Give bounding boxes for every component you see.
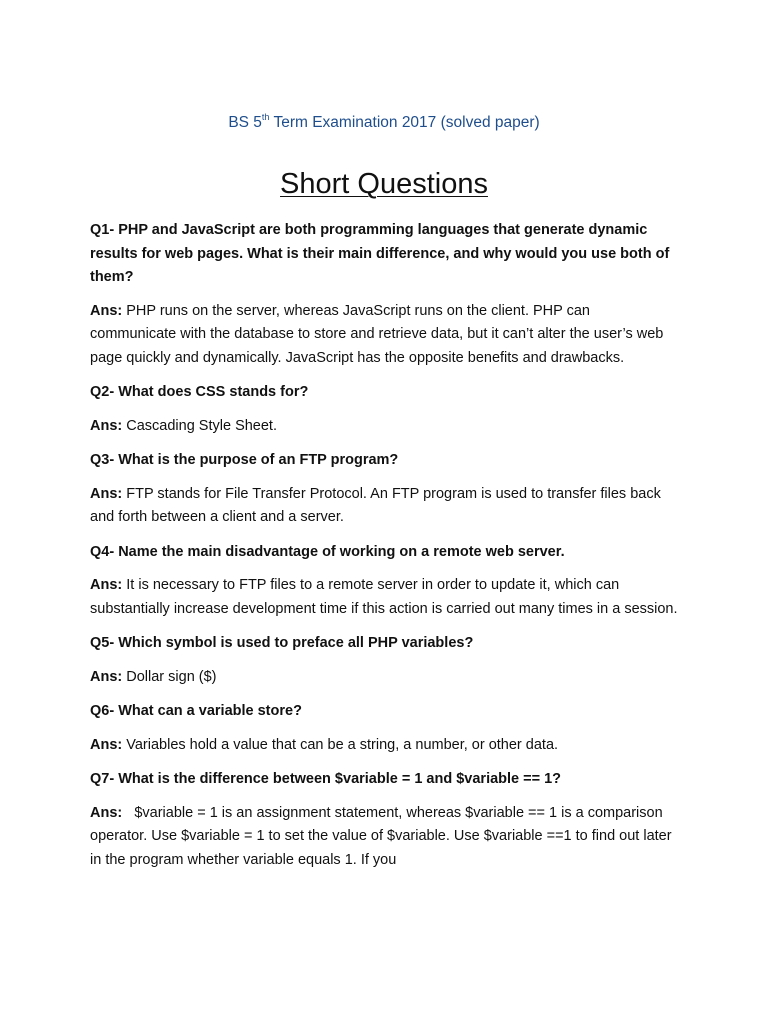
subtitle-superscript: th — [261, 112, 270, 122]
answer-label: Ans: — [90, 485, 123, 502]
exam-subtitle — [0, 112, 768, 132]
answer-label: Ans: — [90, 417, 123, 434]
answer-text: FTP stands for File Transfer Protocol. An FTP program is used to transfer files back and forth between a client and a server. — [90, 485, 661, 525]
answer-text: PHP runs on the server, whereas JavaScript runs on the client. PHP can communicate with the database to store and retrieve data, but it can’t alter the user’s web page quickly and dynamically. JavaScript has the opposite benefits and drawbacks. — [90, 302, 664, 366]
answer-label: Ans: — [90, 577, 123, 593]
question-7: Q7- What is the difference between $variable = 1 and $variable == 1? — [90, 771, 562, 787]
subtitle-suffix: Term Examination 2017 (solved paper) — [269, 114, 540, 131]
subtitle-prefix: BS 5 — [228, 114, 262, 131]
question-3: Q3- What is the purpose of an FTP program? — [90, 452, 399, 468]
answer-text: It is necessary to FTP files to a remote server in order to update it, which can substantially increase development time if this action is carried out many times in a session. — [90, 577, 678, 617]
qa-list — [90, 219, 680, 883]
answer-text: Variables hold a value that can be a string, a number, or other data. — [126, 736, 559, 753]
question-1: Q1- PHP and JavaScript are both programming languages that generate dynamic results for web pages. What is their main difference, and why would you use both of them? — [90, 222, 670, 285]
answer-label: Ans: — [90, 302, 123, 319]
question-5: Q5- Which symbol is used to preface all PHP variables? — [90, 635, 474, 651]
answer-text: Cascading Style Sheet. — [126, 417, 277, 434]
question-4: Q4- Name the main disadvantage of working on a remote web server. — [90, 543, 565, 560]
answer-7 — [90, 802, 680, 873]
question-6: Q6- What can a variable store? — [90, 703, 302, 719]
answer-text: Dollar sign ($) — [126, 668, 217, 685]
answer-3 — [90, 483, 680, 530]
answer-label: Ans: — [90, 804, 123, 821]
question-2: Q2- What does CSS stands for? — [90, 384, 309, 400]
answer-5 — [90, 666, 680, 690]
answer-6 — [90, 734, 680, 758]
answer-label: Ans: — [90, 736, 123, 753]
answer-4 — [90, 574, 680, 621]
answer-text: $variable = 1 is an assignment statement, whereas $variable == 1 is a comparison operator. Use $variable = 1 to set the value of $variable. Use $variable ==1 to find out later in the program whether variable equals 1. If you — [90, 804, 676, 868]
page-title: Short Questions — [280, 168, 488, 200]
answer-label: Ans: — [90, 668, 123, 685]
answer-1 — [90, 300, 680, 371]
answer-2 — [90, 415, 680, 439]
